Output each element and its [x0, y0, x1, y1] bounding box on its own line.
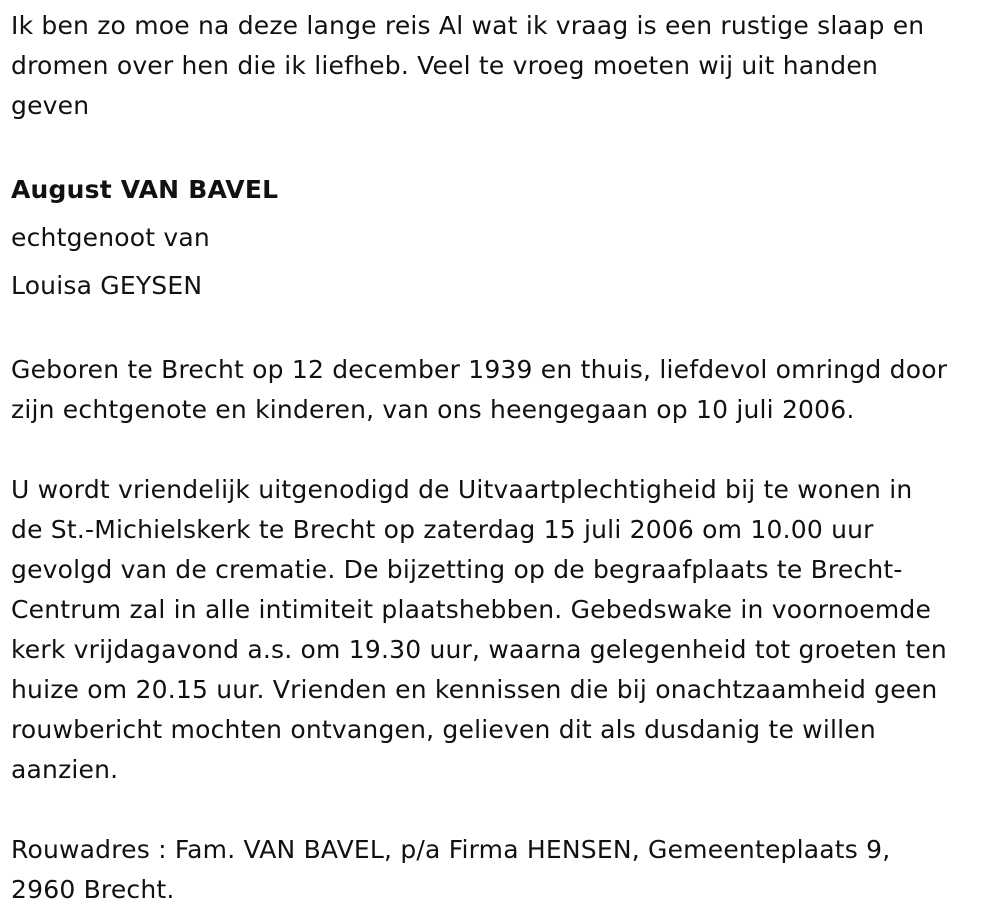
- spouse-name: Louisa GEYSEN: [11, 271, 203, 300]
- funeral-line: Centrum zal in alle intimiteit plaatshebben. Gebedswake in voornoemde: [11, 595, 932, 624]
- relation-text: echtgenoot van: [11, 223, 210, 252]
- deceased-name: August VAN BAVEL: [11, 175, 279, 204]
- funeral-paragraph: [11, 470, 996, 790]
- poem-paragraph: [11, 6, 996, 126]
- birth-line: Geboren te Brecht op 12 december 1939 en thuis, liefdevol omringd door: [11, 355, 948, 384]
- birth-line: zijn echtgenote en kinderen, van ons heengegaan op 10 juli 2006.: [11, 395, 855, 424]
- poem-line: geven: [11, 91, 90, 120]
- funeral-line: rouwbericht mochten ontvangen, gelieven dit als dusdanig te willen: [11, 715, 876, 744]
- funeral-line: kerk vrijdagavond a.s. om 19.30 uur, waarna gelegenheid tot groeten ten: [11, 635, 947, 664]
- address-line: Rouwadres : Fam. VAN BAVEL, p/a Firma HENSEN, Gemeenteplaats 9,: [11, 835, 891, 864]
- funeral-line: aanzien.: [11, 755, 119, 784]
- birth-paragraph: [11, 350, 996, 430]
- death-notice: [11, 6, 996, 910]
- poem-line: Ik ben zo moe na deze lange reis Al wat ik vraag is een rustige slaap en: [11, 11, 925, 40]
- funeral-line: de St.-Michielskerk te Brecht op zaterdag 15 juli 2006 om 10.00 uur: [11, 515, 874, 544]
- address-line: 2960 Brecht.: [11, 875, 175, 904]
- poem-line: dromen over hen die ik liefheb. Veel te vroeg moeten wij uit handen: [11, 51, 879, 80]
- address-paragraph: [11, 830, 996, 910]
- funeral-line: huize om 20.15 uur. Vrienden en kennissen die bij onachtzaamheid geen: [11, 675, 938, 704]
- funeral-line: gevolgd van de crematie. De bijzetting op de begraafplaats te Brecht-: [11, 555, 903, 584]
- funeral-line: U wordt vriendelijk uitgenodigd de Uitvaartplechtigheid bij te wonen in: [11, 475, 913, 504]
